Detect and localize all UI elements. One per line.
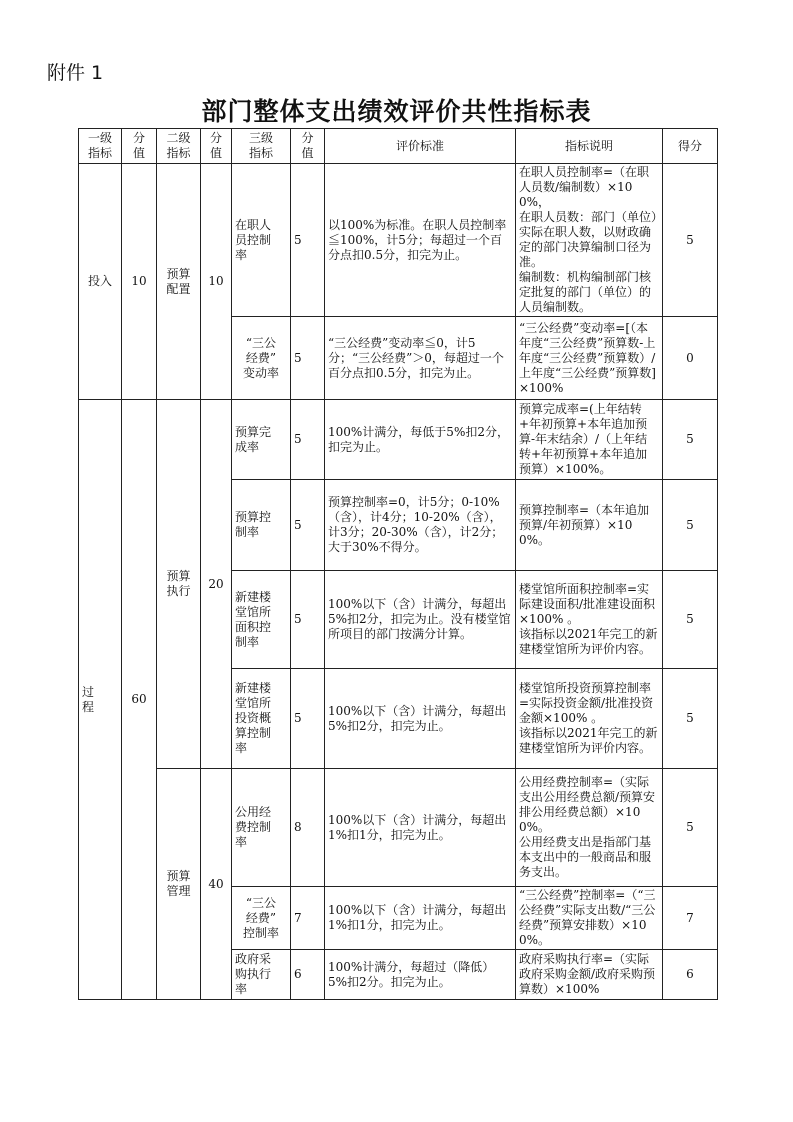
level2-budget-allocation: 预算 配置 (157, 164, 201, 400)
points: 0 (663, 317, 718, 400)
header-description: 指标说明 (516, 129, 663, 164)
indicator-table (78, 128, 718, 1000)
level3-indicator: 新建楼 堂馆所 投资概 算控制 率 (232, 669, 291, 769)
indicator-description: “三公经费”控制率=（“三公经费”实际支出数/“三公经费”预算安排数）×100%。 (516, 887, 663, 950)
evaluation-standard: 预算控制率=0，计5分；0-10%（含），计4分；10-20%（含），计3分；20-30%（含），计2分；大于30%不得分。 (325, 480, 516, 571)
header-level1: 一级 指标 (79, 129, 122, 164)
level3-score: 5 (291, 164, 325, 317)
level3-score: 6 (291, 950, 325, 1000)
evaluation-standard: 以100%为标准。在职人员控制率≦100%，计5分；每超过一个百分点扣0.5分，扣完为止。 (325, 164, 516, 317)
points: 7 (663, 887, 718, 950)
level3-indicator: 预算控 制率 (232, 480, 291, 571)
level2-budget-management: 预算 管理 (157, 769, 201, 1000)
indicator-description: 预算控制率=（本年追加预算/年初预算）×100%。 (516, 480, 663, 571)
header-score1: 分 值 (122, 129, 157, 164)
indicator-description: 政府采购执行率=（实际政府采购金额/政府采购预算数）×100% (516, 950, 663, 1000)
level3-indicator: 公用经 费控制 率 (232, 769, 291, 887)
points: 5 (663, 480, 718, 571)
evaluation-standard: 100%计满分，每低于5%扣2分，扣完为止。 (325, 400, 516, 480)
level3-indicator: “三公 经费” 控制率 (232, 887, 291, 950)
level2-budget-execution-score: 20 (201, 400, 232, 769)
level3-indicator: 政府采 购执行 率 (232, 950, 291, 1000)
indicator-description: 楼堂馆所投资预算控制率=实际投资金额/批准投资金额×100% 。 该指标以2021年完工的新建楼堂馆所为评价内容。 (516, 669, 663, 769)
level2-budget-management-score: 40 (201, 769, 232, 1000)
evaluation-standard: 100%以下（含）计满分，每超出1%扣1分，扣完为止。 (325, 769, 516, 887)
points: 5 (663, 669, 718, 769)
evaluation-standard: 100%计满分，每超过（降低）5%扣2分。扣完为止。 (325, 950, 516, 1000)
points: 6 (663, 950, 718, 1000)
evaluation-standard: 100%以下（含）计满分，每超出5%扣2分，扣完为止。没有楼堂馆所项目的部门按满分计算。 (325, 571, 516, 669)
evaluation-standard: 100%以下（含）计满分，每超出1%扣1分，扣完为止。 (325, 887, 516, 950)
evaluation-standard: 100%以下（含）计满分，每超出5%扣2分，扣完为止。 (325, 669, 516, 769)
table-row (79, 164, 718, 317)
points: 5 (663, 769, 718, 887)
level3-indicator: 在职人 员控制 率 (232, 164, 291, 317)
level1-investment: 投入 (79, 164, 122, 400)
level3-score: 5 (291, 669, 325, 769)
level2-budget-allocation-score: 10 (201, 164, 232, 400)
level1-process: 过 程 (79, 400, 122, 1000)
points: 5 (663, 400, 718, 480)
points: 5 (663, 164, 718, 317)
level3-score: 5 (291, 317, 325, 400)
level3-indicator: 预算完 成率 (232, 400, 291, 480)
attachment-label: 附件 1 (47, 62, 104, 84)
indicator-description: 公用经费控制率=（实际支出公用经费总额/预算安排公用经费总额）×100%。 公用经费支出是指部门基本支出中的一般商品和服务支出。 (516, 769, 663, 887)
indicator-description: 在职人员控制率=（在职人员数/编制数）×100%， 在职人员数：部门（单位）实际在职人数，以财政确定的部门决算编制口径为准。 编制数：机构编制部门核定批复的部门（单位）的人员编制数。 (516, 164, 663, 317)
header-standard: 评价标准 (325, 129, 516, 164)
level1-process-score: 60 (122, 400, 157, 1000)
table-row (79, 769, 718, 887)
level3-indicator: “三公 经费” 变动率 (232, 317, 291, 400)
page-title: 部门整体支出绩效评价共性指标表 (201, 97, 592, 126)
header-points: 得分 (663, 129, 718, 164)
table-row (79, 400, 718, 480)
level3-indicator: 新建楼 堂馆所 面积控 制率 (232, 571, 291, 669)
points: 5 (663, 571, 718, 669)
header-level2: 二级 指标 (157, 129, 201, 164)
indicator-description: 楼堂馆所面积控制率=实际建设面积/批准建设面积×100% 。 该指标以2021年完工的新建楼堂馆所为评价内容。 (516, 571, 663, 669)
header-score2: 分 值 (201, 129, 232, 164)
level3-score: 5 (291, 400, 325, 480)
indicator-description: 预算完成率=(上年结转+年初预算+本年追加预算-年末结余）/（上年结转+年初预算+本年追加预算）×100%。 (516, 400, 663, 480)
level3-score: 7 (291, 887, 325, 950)
level3-score: 8 (291, 769, 325, 887)
level2-budget-execution: 预算 执行 (157, 400, 201, 769)
level1-investment-score: 10 (122, 164, 157, 400)
header-level3: 三级 指标 (232, 129, 291, 164)
indicator-description: “三公经费”变动率=[（本年度“三公经费”预算数-上年度“三公经费”预算数）/上年度“三公经费”预算数]×100% (516, 317, 663, 400)
evaluation-standard: “三公经费”变动率≦0，计5分；“三公经费”＞0，每超过一个百分点扣0.5分，扣完为止。 (325, 317, 516, 400)
header-row (79, 129, 718, 164)
level3-score: 5 (291, 571, 325, 669)
level3-score: 5 (291, 480, 325, 571)
header-score3: 分 值 (291, 129, 325, 164)
